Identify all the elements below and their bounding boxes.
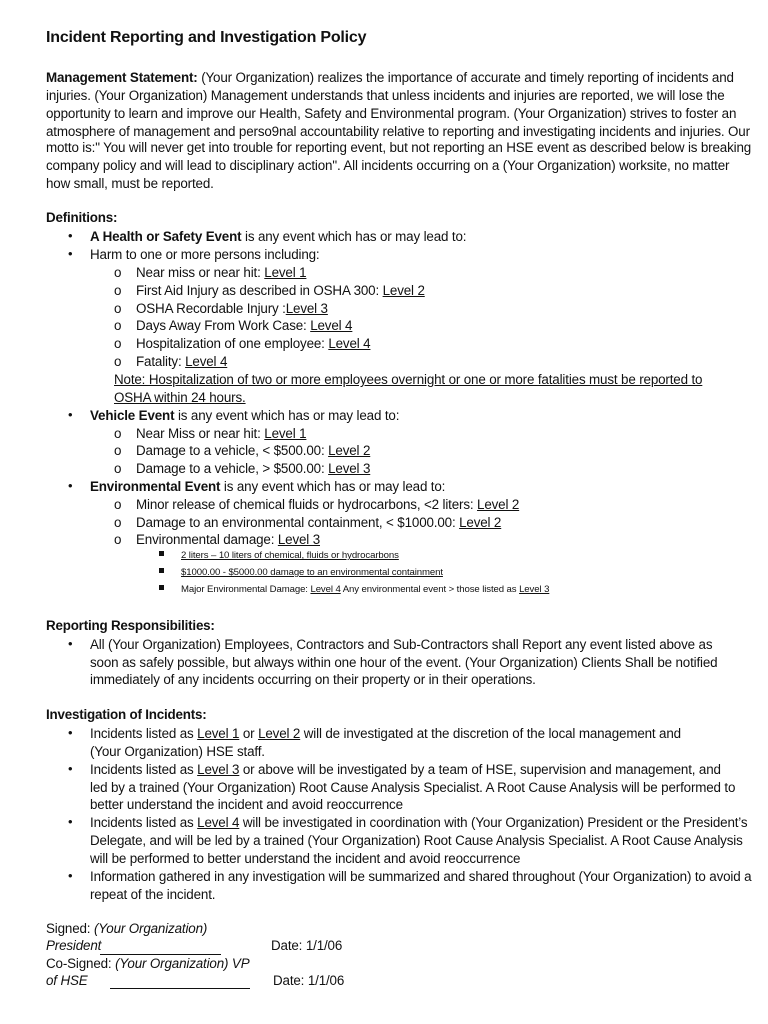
investigation-item-4-line-2: repeat of the incident. — [90, 887, 216, 902]
env-sub-item-3: Major Environmental Damage: Level 4 Any environmental event > those listed as Level 3 — [181, 584, 550, 595]
bullet-icon: • — [68, 725, 73, 740]
list-item: First Aid Injury as described in OSHA 300: Level 2 — [136, 283, 425, 298]
investigation-item-2: Incidents listed as Level 3 or above will be investigated by a team of HSE, supervision and management, and — [90, 762, 721, 777]
investigation-item-3-line-3: will be performed to better understand the incident and avoid reoccurrence — [90, 851, 521, 866]
reporting-heading: Reporting Responsibilities: — [46, 618, 215, 633]
circle-bullet-icon: o — [114, 426, 122, 441]
management-line-2: injuries. (Your Organization) Management understands that unless incidents and injuries are reported, we will lose the — [46, 88, 725, 103]
square-bullet-icon — [159, 585, 164, 590]
list-item: Days Away From Work Case: Level 4 — [136, 318, 353, 333]
circle-bullet-icon: o — [114, 515, 122, 530]
cosigned-date: Date: 1/1/06 — [273, 973, 345, 988]
signed-date: Date: 1/1/06 — [271, 938, 343, 953]
bullet-icon: • — [68, 814, 73, 829]
management-line-7: how small, must be reported. — [46, 176, 214, 191]
bullet-icon: • — [68, 478, 73, 493]
env-sub-item-2: $1000.00 - $5000.00 damage to an environmental containment — [181, 567, 443, 578]
bullet-icon: • — [68, 636, 73, 651]
circle-bullet-icon: o — [114, 318, 122, 333]
management-label: Management Statement: — [46, 70, 198, 85]
cosigned-title: of HSE — [46, 973, 88, 988]
signed-title: President — [46, 938, 102, 953]
signed-line: Signed: (Your Organization) — [46, 921, 208, 936]
circle-bullet-icon: o — [114, 283, 122, 298]
list-item: Minor release of chemical fluids or hydrocarbons, <2 liters: Level 2 — [136, 497, 520, 512]
investigation-item-3: Incidents listed as Level 4 will be investigated in coordination with (Your Organization) President or the President’s — [90, 815, 748, 830]
reporting-line-2: soon as safely possible, but always within one hour of the event. (Your Organization) Clients Shall be notified — [90, 655, 718, 670]
list-item: Near Miss or near hit: Level 1 — [136, 426, 307, 441]
investigation-item-4: Information gathered in any investigation will be summarized and shared throughout (Your Organization) to avoid a — [90, 869, 752, 884]
osha-note-line-2: OSHA within 24 hours. — [114, 390, 246, 405]
cosigned-line: Co-Signed: (Your Organization) VP — [46, 956, 250, 971]
hs-event-definition: A Health or Safety Event is any event which has or may lead to: — [90, 229, 467, 244]
circle-bullet-icon: o — [114, 336, 122, 351]
document-title: Incident Reporting and Investigation Policy — [46, 29, 367, 46]
circle-bullet-icon: o — [114, 532, 122, 547]
bullet-icon: • — [68, 228, 73, 243]
vehicle-event-definition: Vehicle Event is any event which has or may lead to: — [90, 408, 400, 423]
investigation-item-3-line-2: Delegate, and will be led by a trained (Your Organization) Root Cause Analysis Specialist. A Root Cause Analysis — [90, 833, 743, 848]
investigation-item-1: Incidents listed as Level 1 or Level 2 will de investigated at the discretion of the local management and — [90, 726, 681, 741]
circle-bullet-icon: o — [114, 354, 122, 369]
bullet-icon: • — [68, 761, 73, 776]
list-item: Environmental damage: Level 3 — [136, 532, 320, 547]
square-bullet-icon — [159, 551, 164, 556]
circle-bullet-icon: o — [114, 461, 122, 476]
list-item: Near miss or near hit: Level 1 — [136, 265, 307, 280]
reporting-line-1: All (Your Organization) Employees, Contractors and Sub-Contractors shall Report any event listed above as — [90, 637, 713, 652]
circle-bullet-icon: o — [114, 497, 122, 512]
environmental-event-definition: Environmental Event is any event which has or may lead to: — [90, 479, 446, 494]
bullet-icon: • — [68, 407, 73, 422]
management-line-3: opportunity to learn and improve our Health, Safety and Environmental program. (Your Organization) strives to foster an — [46, 106, 737, 121]
bullet-icon: • — [68, 868, 73, 883]
management-line-1: Management Statement: (Your Organization) realizes the importance of accurate and timely reporting of incidents and — [46, 70, 734, 85]
list-item: Hospitalization of one employee: Level 4 — [136, 336, 371, 351]
list-item: OSHA Recordable Injury :Level 3 — [136, 301, 328, 316]
list-item: Fatality: Level 4 — [136, 354, 228, 369]
circle-bullet-icon: o — [114, 265, 122, 280]
investigation-item-2-line-3: better understand the incident and avoid reoccurrence — [90, 797, 403, 812]
reporting-line-3: immediately of any incidents occurring on their property or in their operations. — [90, 672, 536, 687]
circle-bullet-icon: o — [114, 443, 122, 458]
list-item: Damage to an environmental containment, < $1000.00: Level 2 — [136, 515, 502, 530]
management-line-6: company policy and will lead to disciplinary action". All incidents occurring on a (Your Organization) worksite, no matter — [46, 158, 730, 173]
investigation-item-2-line-2: led by a trained (Your Organization) Root Cause Analysis Specialist. A Root Cause Analysis will be performed to — [90, 780, 736, 795]
harm-line: Harm to one or more persons including: — [90, 247, 320, 262]
management-line-5: motto is:" You will never get into trouble for reporting event, but not reporting an HSE event as described below is breaking — [46, 140, 752, 155]
circle-bullet-icon: o — [114, 301, 122, 316]
investigation-heading: Investigation of Incidents: — [46, 707, 207, 722]
definitions-heading: Definitions: — [46, 210, 118, 225]
management-line-4: atmosphere of management and perso9nal accountability relative to reporting and investigating incidents and injuries. Our — [46, 124, 750, 139]
list-item: Damage to a vehicle, < $500.00: Level 2 — [136, 443, 371, 458]
osha-note-line-1: Note: Hospitalization of two or more employees overnight or one or more fatalities must be reported to — [114, 372, 703, 387]
list-item: Damage to a vehicle, > $500.00: Level 3 — [136, 461, 371, 476]
bullet-icon: • — [68, 246, 73, 261]
env-sub-item-1: 2 liters – 10 liters of chemical, fluids or hydrocarbons — [181, 550, 399, 561]
investigation-item-1-line-2: (Your Organization) HSE staff. — [90, 744, 265, 759]
cosignature-line — [110, 988, 250, 989]
square-bullet-icon — [159, 568, 164, 573]
